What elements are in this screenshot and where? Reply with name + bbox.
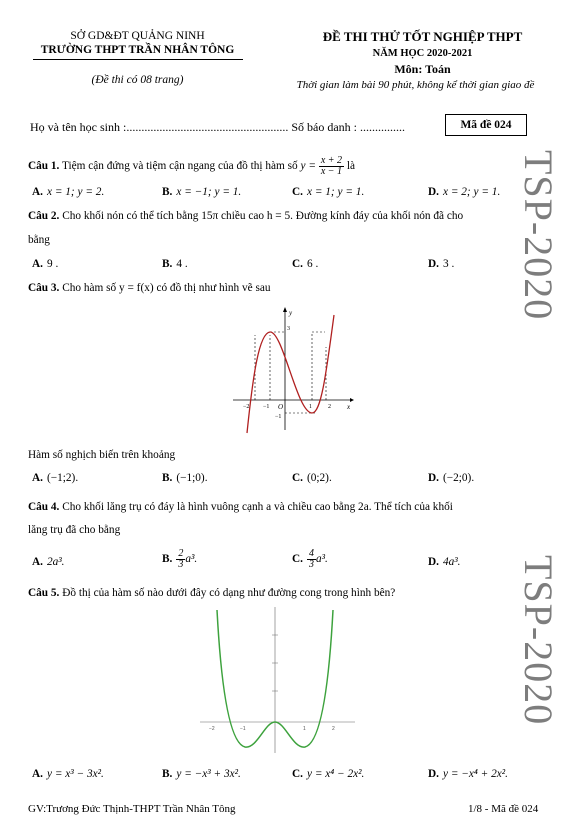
header-left: [30, 30, 245, 86]
option-text: 6 .: [306, 258, 319, 270]
question-text: Cho hàm số y = f(x) có đồ thị như hình vẽ sau: [62, 282, 271, 294]
q2-option-d[interactable]: [428, 258, 454, 270]
question-text: Đồ thị của hàm số nào dưới đây có dạng như đường cong trong hình bên?: [62, 587, 396, 599]
q4-option-c[interactable]: [292, 549, 328, 570]
q3-option-c[interactable]: [292, 472, 332, 484]
option-letter: B.: [162, 553, 173, 566]
fraction: [319, 156, 344, 177]
page-count: (Đề thi có 08 trang): [91, 74, 184, 86]
q1-option-b[interactable]: [162, 186, 241, 198]
option-letter: C.: [292, 258, 303, 270]
exam-time: Thời gian làm bài 90 phút, không kể thời gian giao đề: [296, 79, 535, 91]
option-letter: B.: [162, 186, 173, 198]
option-text: x = 1; y = 2.: [46, 186, 105, 198]
tick-label: −1: [275, 414, 282, 420]
exam-title: ĐỀ THI THỬ TỐT NGHIỆP THPT: [322, 29, 523, 44]
q5-option-d[interactable]: [428, 768, 508, 780]
option-text: 3 .: [442, 258, 455, 270]
q1-option-c[interactable]: [292, 186, 364, 198]
question-tail: là: [346, 160, 355, 173]
question-4: [28, 500, 558, 515]
exam-code-box: Mã đề 024: [445, 114, 527, 136]
q5-option-c[interactable]: [292, 768, 364, 780]
denominator: 3: [308, 559, 314, 570]
option-letter: C.: [292, 768, 303, 780]
numerator: 4: [308, 548, 314, 559]
q4-option-b[interactable]: [162, 549, 197, 570]
option-text: (0;2).: [306, 472, 332, 484]
option-text: y = x⁴ − 2x².: [306, 768, 365, 780]
denominator: x − 1: [320, 166, 343, 177]
school-name: TRƯỜNG THPT TRẦN NHÂN TÔNG: [40, 44, 235, 56]
option-letter: C.: [292, 472, 303, 484]
option-letter: A.: [32, 258, 43, 270]
fraction: [176, 549, 185, 570]
option-text: x = 1; y = 1.: [306, 186, 365, 198]
q1-option-d[interactable]: [428, 186, 500, 198]
option-text: 4a³.: [442, 556, 461, 568]
footer-author: GV:Trương Đức Thịnh-THPT Trần Nhân Tông: [28, 803, 236, 815]
q3-option-b[interactable]: [162, 472, 208, 484]
q3-graph: [225, 305, 360, 435]
header-right: [290, 29, 555, 91]
watermark-bottom: TSP-2020: [516, 555, 561, 726]
numerator: x + 2: [320, 155, 343, 166]
tick-label: −1: [263, 404, 270, 410]
subject: Môn: Toán: [394, 62, 451, 76]
option-text: y = x³ − 3x².: [46, 768, 104, 780]
tick-label: 2: [328, 404, 331, 410]
tick-label: −2: [243, 404, 250, 410]
question-label: Câu 1.: [28, 160, 60, 173]
origin-label: O: [278, 403, 284, 411]
option-text: y = −x⁴ + 2x².: [442, 768, 508, 780]
watermark-top: TSP-2020: [516, 150, 561, 321]
question-2-continued: [28, 233, 558, 248]
tick-label: −1: [240, 726, 246, 732]
q3-option-a[interactable]: [32, 472, 78, 484]
question-label: Câu 4.: [28, 501, 60, 513]
option-text: 4 .: [176, 258, 188, 270]
question-label: Câu 3.: [28, 282, 60, 294]
q2-option-a[interactable]: [32, 258, 58, 270]
option-text: a³.: [315, 553, 328, 566]
option-letter: D.: [428, 556, 439, 568]
q5-graph: [195, 605, 360, 755]
denominator: 3: [178, 559, 184, 570]
option-text: (−2;0).: [442, 472, 475, 484]
function-curve: [247, 315, 334, 433]
school-year: NĂM HỌC 2020-2021: [372, 48, 473, 59]
option-text: (−1;2).: [46, 472, 79, 484]
function-y: y =: [300, 160, 316, 173]
question-label: Câu 2.: [28, 210, 60, 222]
y-axis-arrow: [283, 307, 287, 312]
question-3: [28, 281, 558, 296]
tick-label: 1: [309, 404, 312, 410]
q5-option-a[interactable]: [32, 768, 104, 780]
question-text: Cho khối nón có thể tích bằng 15π chiều cao h = 5. Đường kính đáy của khối nón đã cho: [62, 210, 464, 222]
tick-label: 1: [303, 726, 306, 732]
tick-label: 2: [332, 726, 335, 732]
option-letter: A.: [32, 768, 43, 780]
question-text: Tiệm cận đứng và tiệm cận ngang của đồ thị hàm số: [62, 160, 298, 173]
question-text: Cho khối lăng trụ có đáy là hình vuông cạnh a và chiều cao bằng 2a. Thể tích của khối: [62, 501, 453, 513]
q1-option-a[interactable]: [32, 186, 104, 198]
q4-option-d[interactable]: [428, 556, 461, 568]
y-axis-label: y: [289, 309, 293, 317]
x-axis-arrow: [350, 398, 354, 402]
question-text: bằng: [28, 234, 50, 246]
option-letter: B.: [162, 768, 173, 780]
x-axis-label: x: [347, 403, 351, 411]
option-text: y = −x³ + 3x².: [176, 768, 241, 780]
question-1: [28, 156, 558, 177]
option-text: x = 2; y = 1.: [442, 186, 501, 198]
question-label: Câu 5.: [28, 587, 60, 599]
option-letter: D.: [428, 258, 439, 270]
option-letter: D.: [428, 472, 439, 484]
tick-label: 3: [287, 326, 290, 332]
question-3-prompt: Hàm số nghịch biến trên khoảng: [28, 449, 176, 461]
option-letter: C.: [292, 553, 303, 566]
header-underline: [33, 59, 243, 60]
numerator: 2: [178, 548, 184, 559]
q3-option-d[interactable]: [428, 472, 474, 484]
q5-option-b[interactable]: [162, 768, 241, 780]
q2-option-b[interactable]: [162, 258, 188, 270]
option-letter: A.: [32, 186, 43, 198]
option-letter: C.: [292, 186, 303, 198]
dept-name: SỞ GD&ĐT QUẢNG NINH: [70, 30, 205, 42]
option-text: 2a³.: [46, 556, 65, 568]
option-letter: D.: [428, 186, 439, 198]
footer-page: 1/8 - Mã đề 024: [468, 803, 539, 815]
q2-option-c[interactable]: [292, 258, 318, 270]
option-text: 9 .: [46, 258, 59, 270]
option-text: a³.: [185, 553, 198, 566]
option-text: (−1;0).: [176, 472, 208, 484]
option-letter: A.: [32, 556, 43, 568]
q4-option-a[interactable]: [32, 556, 65, 568]
option-letter: B.: [162, 258, 173, 270]
question-4-continued: [28, 523, 558, 538]
option-letter: A.: [32, 472, 43, 484]
option-text: x = −1; y = 1.: [176, 186, 242, 198]
question-text: lăng trụ đã cho bằng: [28, 524, 121, 536]
question-2: [28, 209, 558, 224]
fraction: [307, 549, 316, 570]
student-info-line: Họ và tên học sinh :...................................................... Số báo danh : ...............: [30, 120, 405, 134]
tick-label: −2: [209, 726, 215, 732]
option-letter: B.: [162, 472, 173, 484]
question-5: [28, 586, 558, 601]
option-letter: D.: [428, 768, 439, 780]
